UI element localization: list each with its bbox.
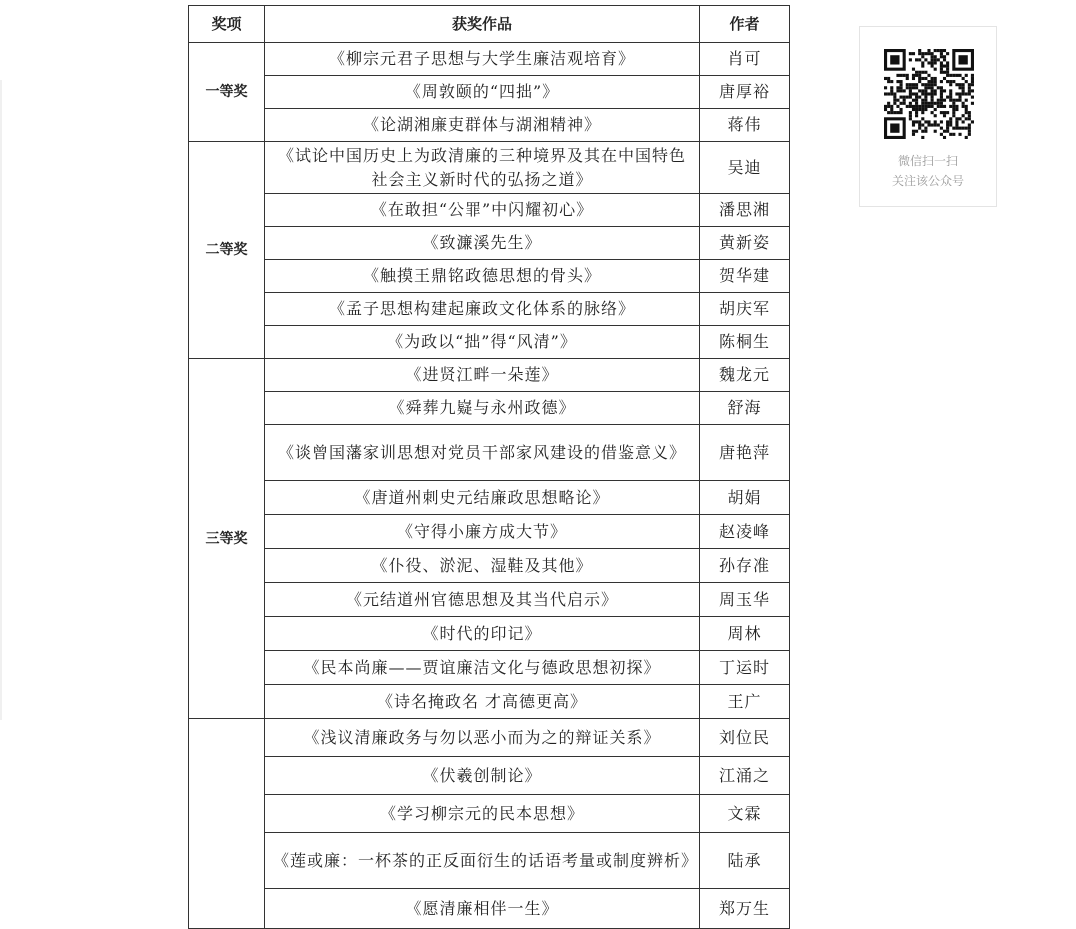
table-row bbox=[189, 425, 790, 481]
work-title-cell: 《周敦颐的“四拙”》 bbox=[265, 76, 700, 109]
author-cell: 潘思湘 bbox=[700, 194, 790, 227]
author-cell: 黄新姿 bbox=[700, 227, 790, 260]
author-cell: 胡庆军 bbox=[700, 293, 790, 326]
author-cell: 陆承 bbox=[700, 833, 790, 889]
table-row bbox=[189, 651, 790, 685]
author-cell: 周林 bbox=[700, 617, 790, 651]
author-cell: 贺华建 bbox=[700, 260, 790, 293]
table-row bbox=[189, 833, 790, 889]
work-title-cell: 《伏羲创制论》 bbox=[265, 757, 700, 795]
work-header: 获奖作品 bbox=[265, 6, 700, 43]
author-cell: 陈桐生 bbox=[700, 326, 790, 359]
author-cell: 赵凌峰 bbox=[700, 515, 790, 549]
author-cell: 郑万生 bbox=[700, 889, 790, 929]
work-title-cell: 《元结道州官德思想及其当代启示》 bbox=[265, 583, 700, 617]
table-row bbox=[189, 326, 790, 359]
work-title-cell: 《谈曾国藩家训思想对党员干部家风建设的借鉴意义》 bbox=[265, 425, 700, 481]
table-row bbox=[189, 76, 790, 109]
author-cell: 周玉华 bbox=[700, 583, 790, 617]
table-row bbox=[189, 549, 790, 583]
work-title-cell: 《试论中国历史上为政清廉的三种境界及其在中国特色社会主义新时代的弘扬之道》 bbox=[265, 142, 700, 194]
award-header: 奖项 bbox=[189, 6, 265, 43]
awards-table bbox=[188, 5, 790, 929]
work-title-cell: 《守得小廉方成大节》 bbox=[265, 515, 700, 549]
work-title-cell: 《民本尚廉——贾谊廉洁文化与德政思想初探》 bbox=[265, 651, 700, 685]
author-cell: 蒋伟 bbox=[700, 109, 790, 142]
table-row bbox=[189, 795, 790, 833]
work-title-cell: 《莲或廉：一杯茶的正反面衍生的话语考量或制度辨析》 bbox=[265, 833, 700, 889]
table-row bbox=[189, 481, 790, 515]
work-title-cell: 《唐道州刺史元结廉政思想略论》 bbox=[265, 481, 700, 515]
work-title-cell: 《舜葬九嶷与永州政德》 bbox=[265, 392, 700, 425]
author-cell: 孙存准 bbox=[700, 549, 790, 583]
author-cell: 舒海 bbox=[700, 392, 790, 425]
qr-caption-scan: 微信扫一扫 bbox=[897, 154, 958, 168]
table-header-row bbox=[189, 6, 790, 43]
author-cell: 王广 bbox=[700, 685, 790, 719]
author-cell: 唐厚裕 bbox=[700, 76, 790, 109]
table-row bbox=[189, 142, 790, 194]
work-title-cell: 《学习柳宗元的民本思想》 bbox=[265, 795, 700, 833]
table-row bbox=[189, 359, 790, 392]
table-row bbox=[189, 685, 790, 719]
qr-card bbox=[859, 26, 997, 207]
author-cell: 胡娟 bbox=[700, 481, 790, 515]
work-title-cell: 《论湖湘廉吏群体与湖湘精神》 bbox=[265, 109, 700, 142]
work-title-cell: 《触摸王鼎铭政德思想的骨头》 bbox=[265, 260, 700, 293]
award-level-cell: 二等奖 bbox=[189, 142, 265, 359]
work-title-cell: 《浅议清廉政务与勿以恶小而为之的辩证关系》 bbox=[265, 719, 700, 757]
work-title-cell: 《进贤江畔一朵莲》 bbox=[265, 359, 700, 392]
work-title-cell: 《时代的印记》 bbox=[265, 617, 700, 651]
table-row bbox=[189, 757, 790, 795]
author-cell: 丁运时 bbox=[700, 651, 790, 685]
table-row bbox=[189, 392, 790, 425]
work-title-cell: 《愿清廉相伴一生》 bbox=[265, 889, 700, 929]
table-row bbox=[189, 43, 790, 76]
work-title-cell: 《致濂溪先生》 bbox=[265, 227, 700, 260]
award-level-cell: 一等奖 bbox=[189, 43, 265, 142]
table-row bbox=[189, 617, 790, 651]
table-row bbox=[189, 227, 790, 260]
qr-code-icon bbox=[884, 49, 974, 139]
work-title-cell: 《柳宗元君子思想与大学生廉洁观培育》 bbox=[265, 43, 700, 76]
author-cell: 刘位民 bbox=[700, 719, 790, 757]
author-cell: 吴迪 bbox=[700, 142, 790, 194]
award-level-cell bbox=[189, 719, 265, 929]
table-row bbox=[189, 109, 790, 142]
author-cell: 魏龙元 bbox=[700, 359, 790, 392]
left-edge-shade bbox=[0, 80, 2, 720]
author-cell: 唐艳萍 bbox=[700, 425, 790, 481]
work-title-cell: 《在敢担“公罪”中闪耀初心》 bbox=[265, 194, 700, 227]
author-header: 作者 bbox=[700, 6, 790, 43]
table-row bbox=[189, 583, 790, 617]
table-row bbox=[189, 719, 790, 757]
table-row bbox=[189, 515, 790, 549]
work-title-cell: 《孟子思想构建起廉政文化体系的脉络》 bbox=[265, 293, 700, 326]
award-level-cell: 三等奖 bbox=[189, 359, 265, 719]
author-cell: 肖可 bbox=[700, 43, 790, 76]
work-title-cell: 《诗名掩政名 才高德更高》 bbox=[265, 685, 700, 719]
table-row bbox=[189, 260, 790, 293]
awards-table-body bbox=[189, 43, 790, 929]
table-row bbox=[189, 293, 790, 326]
author-cell: 江涌之 bbox=[700, 757, 790, 795]
author-cell: 文霖 bbox=[700, 795, 790, 833]
qr-caption-follow: 关注该公众号 bbox=[891, 174, 964, 188]
work-title-cell: 《为政以“拙”得“风清”》 bbox=[265, 326, 700, 359]
table-row bbox=[189, 194, 790, 227]
work-title-cell: 《仆役、淤泥、湿鞋及其他》 bbox=[265, 549, 700, 583]
